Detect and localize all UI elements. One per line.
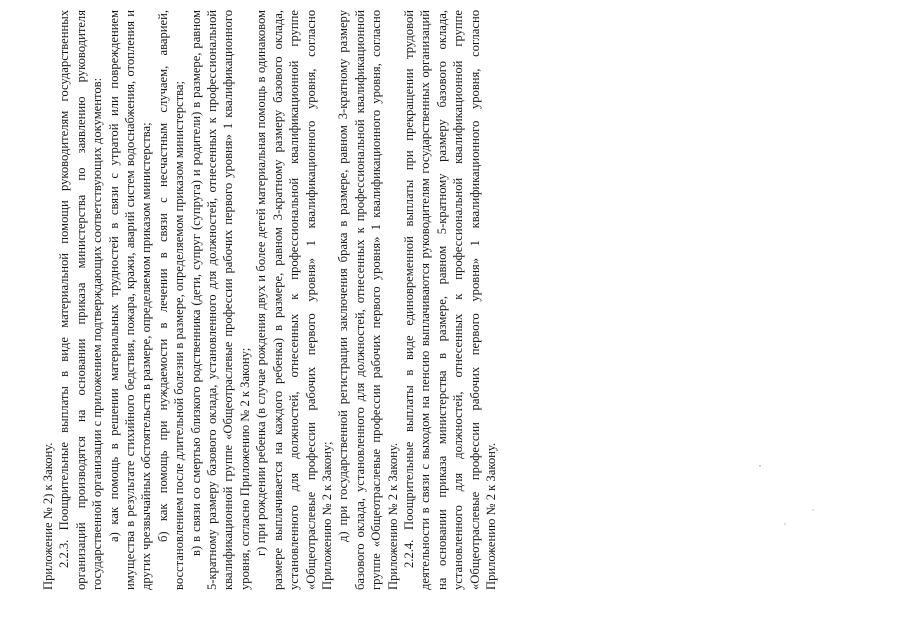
paragraph-item-a: а) как помощь в решении материальных трудностей в связи с утратой или повреждением имущества в результате стихийного бедствия, пожара, кражи, аварий систем водоснабжения, отопления и других чрезвычайных обстоятельств в размере, определяемом приказом министерства; bbox=[106, 10, 154, 590]
paragraph-item-b: б) как помощь при нуждаемости в лечении в связи с несчастным случаем, аварией, восстановлением после длительной болезни в размере, определяемом приказом министерства; bbox=[155, 10, 187, 590]
paragraph-2-2-3: 2.2.3. Поощрительные выплаты в виде материальной помощи руководителям государственных организаций производятся на основании приказа министерства по заявлению руководителя государственной организации с приложением подтверждающих соответствующих документов: bbox=[57, 10, 105, 590]
scan-speck bbox=[759, 465, 761, 467]
scan-speck bbox=[784, 523, 785, 524]
paragraph-item-g: г) при рождении ребенка (в случае рождения двух и более детей материальная помощь в одинаковом размере выплачивается на каждого ребенка) в размере, равном 3-кратному размеру базового оклада, установленного для должностей, отнесенных к профессиональной квалификационной группе «Общеотраслевые профессии рабочих первого уровня» 1 квалификационного уровня, согласно Приложению № 2 к Закону; bbox=[254, 10, 334, 590]
document-body bbox=[40, 10, 499, 590]
rotated-scanned-page bbox=[40, 0, 560, 590]
scan-speck bbox=[812, 509, 813, 510]
paragraph-appendix-ref: Приложение № 2) к Закону. bbox=[41, 442, 55, 590]
paragraph-2-2-4: 2.2.4. Поощрительные выплаты в виде единовременной выплаты при прекращении трудовой деятельности в связи с выходом на пенсию выплачиваются руководителям государственных организаций на основании приказа министерства в размере, равном 5-кратному размеру базового оклада, установленного для должностей, отнесенных к профессиональной квалификационной группе «Общеотраслевые профессии рабочих первого уровня» 1 квалификационного уровня, согласно Приложению № 2 к Закону. bbox=[401, 10, 498, 590]
paragraph-item-v: в) в связи со смертью близкого родственника (дети, супруг (супруга) и родители) в размере, равном 5-кратному размеру базового оклада, установленного для должностей, отнесенных к профессиональной квалификационной группе «Общеотраслевые профессии рабочих первого уровня» 1 квалификационного уровня, согласно Приложению № 2 к Закону; bbox=[188, 10, 252, 590]
paragraph-item-d: д) при государственной регистрации заключения брака в размере, равном 3-кратному размеру базового оклада, установленного для должностей, отнесенных к профессиональной квалификационной группе «Общеотраслевые профессии рабочих первого уровня» 1 квалификационного уровня, согласно Приложению № 2 к Закону. bbox=[336, 10, 400, 590]
